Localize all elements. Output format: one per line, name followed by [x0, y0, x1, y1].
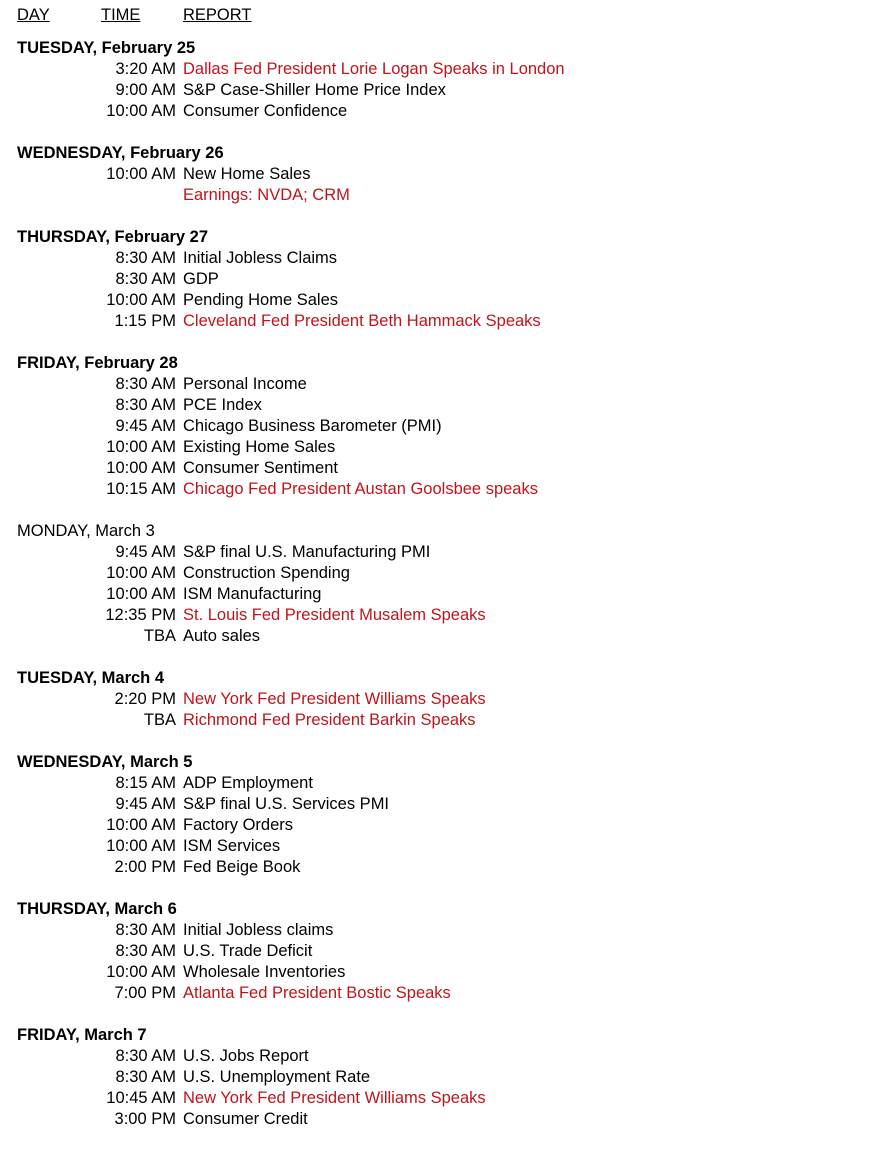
event-report: U.S. Jobs Report [183, 1047, 309, 1065]
event-row [0, 416, 894, 437]
event-report: U.S. Unemployment Rate [183, 1068, 371, 1086]
event-time: 8:30 AM [115, 942, 176, 960]
event-time: 10:00 AM [106, 165, 176, 183]
event-time: 10:00 AM [106, 102, 176, 120]
day-section [0, 752, 894, 878]
event-row [0, 836, 894, 857]
event-report: ISM Services [183, 837, 281, 855]
day-heading: TUESDAY, March 4 [17, 669, 165, 687]
event-time: 8:30 AM [115, 375, 176, 393]
day-heading: TUESDAY, February 25 [17, 39, 196, 57]
event-report: S&P Case-Shiller Home Price Index [183, 81, 446, 99]
event-report: Existing Home Sales [183, 438, 336, 456]
event-report: New Home Sales [183, 165, 311, 183]
event-row [0, 101, 894, 122]
event-row [0, 983, 894, 1004]
event-time: 8:30 AM [115, 270, 176, 288]
day-section [0, 1025, 894, 1130]
event-row [0, 479, 894, 500]
event-report: ISM Manufacturing [183, 585, 322, 603]
event-time: 9:45 AM [115, 795, 176, 813]
event-report: GDP [183, 270, 219, 288]
event-time: 1:15 PM [114, 312, 176, 330]
event-report-highlighted: New York Fed President Williams Speaks [183, 1089, 486, 1107]
event-time: 8:30 AM [115, 396, 176, 414]
event-report-highlighted: Dallas Fed President Lorie Logan Speaks in London [183, 60, 565, 78]
day-heading: FRIDAY, March 7 [17, 1026, 147, 1044]
event-row [0, 584, 894, 605]
event-row [0, 269, 894, 290]
day-heading: WEDNESDAY, February 26 [17, 144, 224, 162]
day-heading: THURSDAY, February 27 [17, 228, 209, 246]
event-row [0, 311, 894, 332]
event-time: 8:15 AM [115, 774, 176, 792]
event-report-highlighted: Richmond Fed President Barkin Speaks [183, 711, 476, 729]
event-row [0, 626, 894, 647]
day-heading: WEDNESDAY, March 5 [17, 753, 193, 771]
day-column-header: DAY [17, 6, 50, 24]
event-row [0, 1088, 894, 1109]
event-row [0, 395, 894, 416]
day-section [0, 143, 894, 206]
event-row [0, 962, 894, 983]
time-column-header: TIME [101, 6, 141, 24]
event-report: U.S. Trade Deficit [183, 942, 313, 960]
event-report: Consumer Sentiment [183, 459, 338, 477]
event-time: 10:45 AM [106, 1089, 176, 1107]
event-time: 9:00 AM [115, 81, 176, 99]
event-report: Initial Jobless claims [183, 921, 334, 939]
event-row [0, 290, 894, 311]
event-time: 10:00 AM [106, 564, 176, 582]
event-row [0, 164, 894, 185]
event-time: 8:30 AM [115, 1047, 176, 1065]
day-section [0, 353, 894, 500]
day-heading: MONDAY, March 3 [17, 522, 155, 540]
day-section [0, 38, 894, 122]
event-report-highlighted: New York Fed President Williams Speaks [183, 690, 486, 708]
event-row [0, 773, 894, 794]
event-report: Wholesale Inventories [183, 963, 346, 981]
event-time: 2:20 PM [114, 690, 176, 708]
day-section [0, 227, 894, 332]
event-report: Factory Orders [183, 816, 294, 834]
event-time: 10:00 AM [106, 585, 176, 603]
event-time: 8:30 AM [115, 1068, 176, 1086]
event-time: 8:30 AM [115, 921, 176, 939]
event-row [0, 794, 894, 815]
event-row [0, 605, 894, 626]
event-row [0, 1109, 894, 1130]
event-time: TBA [143, 627, 176, 645]
event-report-highlighted: Cleveland Fed President Beth Hammack Speaks [183, 312, 541, 330]
event-time: 10:00 AM [106, 837, 176, 855]
event-report: Construction Spending [183, 564, 350, 582]
event-row [0, 689, 894, 710]
event-report-highlighted: St. Louis Fed President Musalem Speaks [183, 606, 486, 624]
event-report: Chicago Business Barometer (PMI) [183, 417, 442, 435]
event-report: Auto sales [183, 627, 261, 645]
event-time: 9:45 AM [115, 417, 176, 435]
event-report: Consumer Credit [183, 1110, 308, 1128]
event-row [0, 59, 894, 80]
event-row [0, 542, 894, 563]
day-section [0, 668, 894, 731]
event-row [0, 248, 894, 269]
event-time: 10:00 AM [106, 291, 176, 309]
event-row [0, 815, 894, 836]
event-report: ADP Employment [183, 774, 313, 792]
event-time: 3:00 PM [114, 1110, 176, 1128]
event-row [0, 185, 894, 206]
schedule-list [0, 38, 894, 1151]
event-report: PCE Index [183, 396, 262, 414]
report-column-header: REPORT [183, 6, 252, 24]
day-section [0, 899, 894, 1004]
event-report-highlighted: Atlanta Fed President Bostic Speaks [183, 984, 451, 1002]
event-row [0, 920, 894, 941]
event-row [0, 563, 894, 584]
event-report: Initial Jobless Claims [183, 249, 338, 267]
event-time: 8:30 AM [115, 249, 176, 267]
event-row [0, 941, 894, 962]
event-row [0, 1067, 894, 1088]
event-report: Fed Beige Book [183, 858, 301, 876]
event-row [0, 374, 894, 395]
event-time: 10:00 AM [106, 963, 176, 981]
event-row [0, 437, 894, 458]
event-report: Personal Income [183, 375, 307, 393]
event-report-highlighted: Chicago Fed President Austan Goolsbee speaks [183, 480, 538, 498]
event-time: TBA [143, 711, 176, 729]
event-time: 10:00 AM [106, 816, 176, 834]
event-row [0, 80, 894, 101]
day-heading: FRIDAY, February 28 [17, 354, 178, 372]
event-time: 7:00 PM [114, 984, 176, 1002]
event-row [0, 710, 894, 731]
event-time: 9:45 AM [115, 543, 176, 561]
event-report-highlighted: Earnings: NVDA; CRM [183, 186, 350, 204]
event-time: 12:35 PM [105, 606, 176, 624]
event-report: S&P final U.S. Services PMI [183, 795, 390, 813]
event-time: 10:00 AM [106, 459, 176, 477]
event-row [0, 857, 894, 878]
event-row [0, 1046, 894, 1067]
event-report: Consumer Confidence [183, 102, 348, 120]
event-time: 10:15 AM [106, 480, 176, 498]
event-time: 2:00 PM [114, 858, 176, 876]
event-time: 3:20 AM [115, 60, 176, 78]
day-heading: THURSDAY, March 6 [17, 900, 177, 918]
event-report: Pending Home Sales [183, 291, 339, 309]
event-row [0, 458, 894, 479]
event-time: 10:00 AM [106, 438, 176, 456]
day-section [0, 521, 894, 647]
event-report: S&P final U.S. Manufacturing PMI [183, 543, 431, 561]
